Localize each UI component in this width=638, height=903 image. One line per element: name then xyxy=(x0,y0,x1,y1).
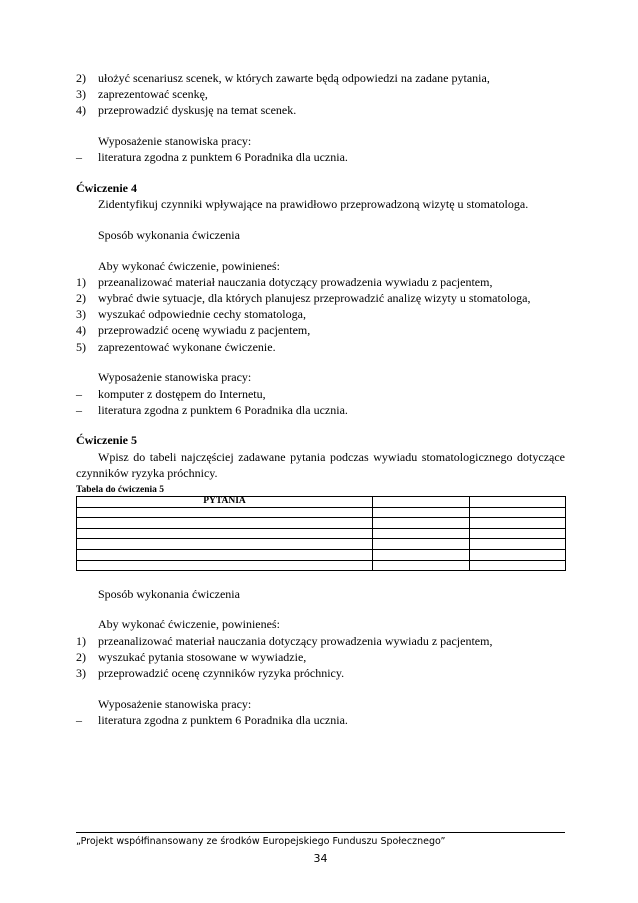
exercise-4-title: Ćwiczenie 4 xyxy=(76,181,137,196)
list-item xyxy=(76,665,565,681)
method-label: Sposób wykonania ćwiczenia xyxy=(98,227,240,242)
page-content xyxy=(76,70,565,728)
list-text: zaprezentować scenkę, xyxy=(98,87,208,102)
table-row xyxy=(77,539,566,550)
list-text: przeanalizować materiał nauczania dotyczący prowadzenia wywiadu z pacjentem, xyxy=(98,274,493,289)
list-text: przeanalizować materiał nauczania dotyczący prowadzenia wywiadu z pacjentem, xyxy=(98,633,493,648)
list-item xyxy=(76,306,565,322)
list-number: 2) xyxy=(76,649,86,664)
table-cell[interactable] xyxy=(470,518,566,529)
table-cell[interactable] xyxy=(470,507,566,518)
method-label: Sposób wykonania ćwiczenia xyxy=(98,586,240,601)
table-cell[interactable] xyxy=(373,528,470,539)
list-item xyxy=(76,322,565,338)
list-item xyxy=(76,402,565,418)
table-cell[interactable] xyxy=(77,507,373,518)
dash-bullet: – xyxy=(76,386,82,401)
list-item xyxy=(76,274,565,290)
page-number: 34 xyxy=(313,852,328,865)
list-text: wyszukać odpowiednie cechy stomatologa, xyxy=(98,307,306,322)
table-cell[interactable] xyxy=(373,550,470,561)
list-text: przeprowadzić dyskusję na temat scenek. xyxy=(98,103,297,118)
list-item xyxy=(76,633,565,649)
list-number: 1) xyxy=(76,274,86,289)
table-cell[interactable] xyxy=(470,528,566,539)
list-number: 4) xyxy=(76,103,86,118)
table-row xyxy=(77,507,566,518)
table-cell[interactable] xyxy=(373,560,470,571)
table-cell[interactable] xyxy=(77,550,373,561)
list-item xyxy=(76,149,565,165)
list-item xyxy=(76,86,565,102)
dash-bullet: – xyxy=(76,712,82,727)
table-row xyxy=(77,528,566,539)
list-text: komputer z dostępem do Internetu, xyxy=(98,386,266,401)
list-number: 5) xyxy=(76,339,86,354)
list-item xyxy=(76,712,565,728)
table-cell[interactable] xyxy=(77,518,373,529)
list-text: literatura zgodna z punktem 6 Poradnika dla ucznia. xyxy=(98,150,348,165)
list-item xyxy=(76,70,565,86)
list-number: 2) xyxy=(76,71,86,85)
exercise-5-title: Ćwiczenie 5 xyxy=(76,433,137,448)
table-cell[interactable] xyxy=(470,550,566,561)
table-caption: Tabela do ćwiczenia 5 xyxy=(76,485,165,496)
list-text: literatura zgodna z punktem 6 Poradnika dla ucznia. xyxy=(98,712,348,727)
list-text: ułożyć scenariusz scenek, w których zawarte będą odpowiedzi na zadane pytania, xyxy=(98,71,490,85)
list-number: 4) xyxy=(76,323,86,338)
table-cell[interactable] xyxy=(470,560,566,571)
table-row xyxy=(77,560,566,571)
top-list xyxy=(76,70,565,119)
table-cell[interactable] xyxy=(373,518,470,529)
should-label: Aby wykonać ćwiczenie, powinieneś: xyxy=(98,617,280,632)
dash-bullet: – xyxy=(76,402,82,417)
footer-note: „Projekt współfinansowany ze środków Europejskiego Funduszu Społecznego” xyxy=(76,836,446,847)
list-text: przeprowadzić ocenę czynników ryzyka próchnicy. xyxy=(98,666,345,681)
list-text: literatura zgodna z punktem 6 Poradnika dla ucznia. xyxy=(98,402,348,417)
should-label: Aby wykonać ćwiczenie, powinieneś: xyxy=(98,258,280,273)
questions-table xyxy=(76,496,566,571)
list-number: 3) xyxy=(76,87,86,102)
list-text: wyszukać pytania stosowane w wywiadzie, xyxy=(98,649,307,664)
list-number: 3) xyxy=(76,666,86,681)
table-cell[interactable] xyxy=(77,560,373,571)
exercise-4-task: Zidentyfikuj czynniki wpływające na prawidłowo przeprowadzoną wizytę u stomatologa. xyxy=(98,197,529,212)
dash-bullet: – xyxy=(76,150,82,165)
table-header-cell: PYTANIA xyxy=(77,497,373,508)
table-cell[interactable] xyxy=(77,539,373,550)
exercise-5-task: Wpisz do tabeli najczęściej zadawane pytania podczas wywiadu stomatologicznego dotyczące czynników ryzyka próchnicy. xyxy=(76,449,565,480)
table-cell[interactable] xyxy=(77,528,373,539)
list-item xyxy=(76,649,565,665)
list-item xyxy=(76,386,565,402)
list-item xyxy=(76,339,565,355)
page-footer xyxy=(76,832,565,865)
list-text: wybrać dwie sytuacje, dla których planujesz przeprowadzić analizę wizyty u stomatologa, xyxy=(98,291,531,306)
footer-divider xyxy=(76,832,565,833)
table-cell[interactable] xyxy=(373,507,470,518)
list-number: 3) xyxy=(76,307,86,322)
list-item xyxy=(76,102,565,118)
equipment-label: Wyposażenie stanowiska pracy: xyxy=(98,370,252,385)
list-text: zaprezentować wykonane ćwiczenie. xyxy=(98,339,276,354)
table-header-row xyxy=(77,497,566,508)
list-text: przeprowadzić ocenę wywiadu z pacjentem, xyxy=(98,323,311,338)
table-row xyxy=(77,518,566,529)
table-cell[interactable] xyxy=(373,539,470,550)
list-number: 1) xyxy=(76,633,86,648)
table-cell[interactable] xyxy=(470,539,566,550)
table-row xyxy=(77,550,566,561)
table-header-cell xyxy=(373,497,470,508)
list-number: 2) xyxy=(76,291,86,306)
equipment-label: Wyposażenie stanowiska pracy: xyxy=(98,134,252,149)
list-item xyxy=(76,290,565,306)
equipment-label: Wyposażenie stanowiska pracy: xyxy=(98,696,252,711)
table-header-cell xyxy=(470,497,566,508)
